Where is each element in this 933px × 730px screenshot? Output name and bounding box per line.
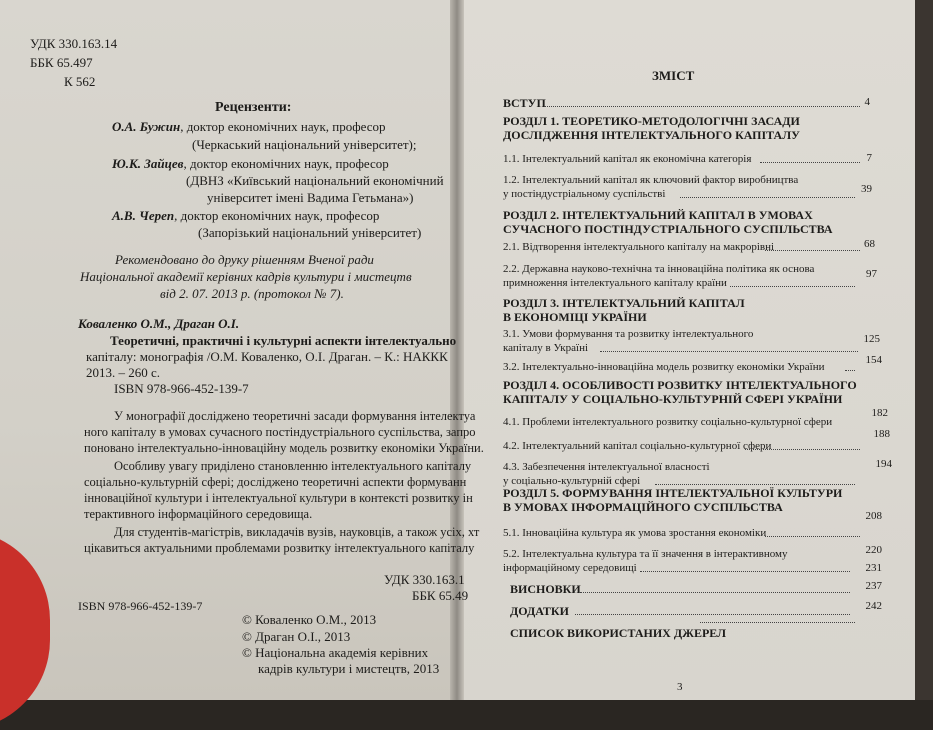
toc-section-1-heading: РОЗДІЛ 1. ТЕОРЕТИКО-МЕТОДОЛОГІЧНІ ЗАСАДИ	[503, 114, 800, 128]
toc-item: 4.3. Забезпечення інтелектуальної власності	[503, 461, 710, 473]
toc-page-number: 188	[873, 428, 890, 440]
isbn-footer: ISBN 978-966-452-139-7	[78, 599, 203, 613]
copyright-line: кадрів культури і мистецтв, 2013	[258, 661, 440, 676]
abstract-line: поновано інтелектуально-інноваційну модель розвитку економіки України.	[84, 441, 484, 455]
toc-page-number: 7	[866, 152, 872, 164]
dot-leader	[745, 449, 860, 450]
copyright-line: © Коваленко О.М., 2013	[242, 612, 377, 627]
reviewer-3	[112, 208, 379, 224]
reviewer-title: , доктор економічних наук, професор	[180, 119, 386, 134]
isbn-line: ISBN 978-966-452-139-7	[114, 381, 249, 396]
toc-item: 5.2. Інтелектуальна культура та її значення в інтерактивному	[503, 548, 788, 560]
toc-item: 2.2. Державна науково-технічна та інноваційна політика як основа	[503, 263, 815, 275]
background-edge	[915, 0, 933, 700]
reviewer-2-affil: (ДВНЗ «Київський національний економічний	[186, 173, 444, 188]
toc-item: 1.2. Інтелектуальний капітал як ключовий фактор виробництва	[503, 174, 799, 186]
toc-section-4-heading: РОЗДІЛ 4. ОСОБЛИВОСТІ РОЗВИТКУ ІНТЕЛЕКТУАЛЬНОГО	[503, 378, 857, 392]
page-number: 3	[677, 681, 683, 693]
toc-section-4-heading-2: КАПІТАЛУ У СОЦІАЛЬНО-КУЛЬТУРНІЙ СФЕРІ УКРАЇНИ	[503, 392, 843, 406]
toc-page-number: 208	[865, 510, 882, 522]
reviewer-2-affil-2: університет імені Вадима Гетьмана»)	[207, 190, 414, 205]
recommend-line-3: від 2. 07. 2013 р. (протокол № 7).	[160, 286, 344, 301]
biblio-line: капіталу: монографія /О.М. Коваленко, О.І. Драган. – К.: НАККК	[86, 349, 448, 364]
toc-item: 3.2. Інтелектуально-інноваційна модель розвитку економіки України	[503, 361, 825, 373]
abstract-line: інноваційної культури і інтелектуальної культури в контексті розвитку ін	[84, 491, 473, 505]
toc-item-cont: у постіндустріальному суспільстві	[503, 188, 666, 200]
reviewers-title: Рецензенти:	[215, 100, 292, 115]
dot-leader	[700, 622, 855, 623]
biblio-line: 2013. – 260 с.	[86, 365, 161, 380]
toc-item: 5.1. Інноваційна культура як умова зростання економіки	[503, 527, 767, 539]
reviewer-1	[112, 119, 386, 135]
dot-leader	[845, 370, 855, 371]
reviewer-title: , доктор економічних наук, професор	[174, 208, 380, 223]
toc-section-2-heading-2: СУЧАСНОГО ПОСТІНДУСТРІАЛЬНОГО СУСПІЛЬСТВА	[503, 222, 833, 236]
dot-leader	[765, 536, 860, 537]
recommend-line-2: Національної академії керівних кадрів культури і мистецтв	[80, 269, 412, 284]
book-authors: Коваленко О.М., Драган О.І.	[78, 316, 240, 331]
reviewer-title: , доктор економічних наук, професор	[183, 156, 389, 171]
copyright-line: © Національна академія керівних	[242, 645, 429, 660]
toc-page-number: 182	[871, 407, 888, 419]
toc-item: 2.1. Відтворення інтелектуального капіталу на макрорівні	[503, 241, 775, 253]
toc-page-number: 97	[866, 268, 877, 280]
udk-code: УДК 330.163.14	[30, 36, 118, 51]
toc-page-number: 231	[865, 562, 882, 574]
dot-leader	[600, 351, 858, 352]
toc-section-5-heading-2: В УМОВАХ ІНФОРМАЦІЙНОГО СУСПІЛЬСТВА	[503, 500, 783, 514]
toc-section-3-heading-2: В ЕКОНОМІЦІ УКРАЇНИ	[503, 310, 647, 324]
abstract-line: У монографії досліджено теоретичні засади формування інтелектуа	[114, 409, 476, 423]
toc-appendices: ДОДАТКИ	[510, 604, 569, 618]
toc-item: 1.1. Інтелектуальний капітал як економічна категорія	[503, 153, 752, 165]
recommend-line-1: Рекомендовано до друку рішенням Вченої ради	[115, 252, 374, 267]
reviewer-name: Ю.К. Зайцев	[112, 156, 184, 171]
toc-page-number: 237	[865, 580, 882, 592]
toc-page-number: 68	[864, 238, 875, 250]
toc-bibliography: СПИСОК ВИКОРИСТАНИХ ДЖЕРЕЛ	[510, 626, 727, 640]
dot-leader	[765, 250, 860, 251]
reviewer-3-affil: (Запорізький національний університет)	[198, 225, 422, 240]
dot-leader	[575, 614, 850, 615]
toc-item: 4.2. Інтелектуальний капітал соціально-культурної сфери	[503, 440, 772, 452]
bbk-code-2: ББК 65.49	[412, 588, 469, 603]
abstract-line: ного капіталу в умовах сучасного постіндустріального суспільства, запро	[84, 425, 476, 439]
copyright-line: © Драган О.І., 2013	[242, 629, 351, 644]
reviewer-name: О.А. Бужин	[112, 119, 181, 134]
toc-section-2-heading: РОЗДІЛ 2. ІНТЕЛЕКТУАЛЬНИЙ КАПІТАЛ В УМОВАХ	[503, 208, 813, 222]
toc-section-3-heading: РОЗДІЛ 3. ІНТЕЛЕКТУАЛЬНИЙ КАПІТАЛ	[503, 296, 745, 310]
toc-page-number: 242	[865, 600, 882, 612]
reviewer-2	[112, 156, 389, 172]
toc-item-cont: примноження інтелектуального капіталу країни	[503, 277, 727, 289]
toc-intro-label: ВСТУП	[503, 96, 546, 110]
toc-page-number: 39	[861, 183, 872, 195]
dot-leader	[640, 571, 850, 572]
toc-item-cont: у соціально-культурній сфері	[503, 475, 641, 487]
dot-leader	[655, 484, 855, 485]
dot-leader	[680, 197, 855, 198]
toc-page-number: 194	[875, 458, 892, 470]
dot-leader	[580, 592, 850, 593]
bbk-code: ББК 65.497	[30, 55, 93, 70]
toc-page-number: 4	[864, 96, 870, 108]
toc-item-cont: капіталу в Україні	[503, 342, 589, 354]
toc-page-number: 125	[863, 333, 880, 345]
dot-leader	[730, 286, 855, 287]
toc-item: 3.1. Умови формування та розвитку інтелектуального	[503, 328, 754, 340]
toc-item: 4.1. Проблеми інтелектуального розвитку соціально-культурної сфери	[503, 416, 833, 428]
abstract-line: терактивного інформаційного середовища.	[84, 507, 313, 521]
reviewer-name: А.В. Череп	[112, 208, 175, 223]
author-mark: К 562	[64, 74, 96, 89]
book-title: Теоретичні, практичні і культурні аспекти інтелектуально	[110, 333, 457, 348]
toc-page-number: 220	[865, 544, 882, 556]
toc-page-number: 154	[865, 354, 882, 366]
toc-title: ЗМІСТ	[652, 68, 695, 83]
abstract-line: Для студентів-магістрів, викладачів вузів, науковців, а також усіх, хт	[114, 525, 480, 539]
udk-code-2: УДК 330.163.1	[384, 572, 465, 587]
reviewer-1-affil: (Черкаський національний університет);	[192, 137, 417, 152]
toc-conclusions: ВИСНОВКИ	[510, 582, 581, 596]
abstract-line: соціально-культурній сфері; досліджено теоретичні аспекти формуванн	[84, 475, 467, 489]
dot-leader	[545, 106, 860, 107]
toc-section-1-heading-2: ДОСЛІДЖЕННЯ ІНТЕЛЕКТУАЛЬНОГО КАПІТАЛУ	[503, 128, 800, 142]
abstract-line: цікавиться актуальними проблемами розвитку інтелектуального капіталу	[84, 541, 475, 555]
abstract-line: Особливу увагу приділено становленню інтелектуального капіталу	[114, 459, 472, 473]
toc-item-cont: інформаційному середовищі	[503, 562, 637, 574]
toc-section-5-heading: РОЗДІЛ 5. ФОРМУВАННЯ ІНТЕЛЕКТУАЛЬНОЇ КУЛЬТУРИ	[503, 486, 843, 500]
